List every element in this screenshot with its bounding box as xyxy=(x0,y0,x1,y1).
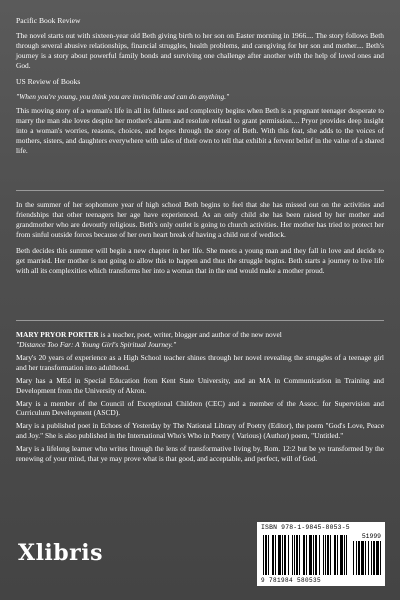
bio-intro-text: is a teacher, poet, writer, blogger and author of the new novel xyxy=(98,330,282,339)
bio-paragraph: Mary's 20 years of experience as a High School teacher shines through her novel revealing the struggles of a teenage girl and her transformation into adulthood. xyxy=(16,352,384,372)
review-quote: "When you're young, you think you are invincible and can do anything." xyxy=(16,92,230,102)
section-divider xyxy=(16,320,384,321)
synopsis-paragraph: In the summer of her sophomore year of high school Beth begins to feel that she has missed out on the activities and friendships that other teenagers her age have experienced. As an only child she has been raised by her mother and grandmother who are devoutly religious. Beth's only outlet is going to church activities. Her mother has tried to protect her from sinful outside forces because of her own heart break of having a child out of wedlock. xyxy=(16,200,384,239)
barcode-addon-bars xyxy=(353,541,381,575)
reviews-section xyxy=(16,16,384,160)
review-source-pacific: Pacific Book Review xyxy=(16,16,81,25)
review-text-usrob: This moving story of a woman's life in all its fullness and complexity begins when Beth is a pregnant teenager desperate to marry the man she loves despite her mother's alarm and resolute refusal to grant permission.... Pryor provides deep insight into a woman's worries, reasons, choices, and hopes through the story of Beth. With this feat, she adds to the voices of mothers, sisters, and daughters everywhere with tales of their own to tell that exhibit a fervent belief in the value of a shared life. xyxy=(16,105,384,155)
review-text-pacific: The novel starts out with sixteen-year old Beth giving birth to her son on Easter morning in 1966.... The story follows Beth through several abusive relationships, financial struggles, health problems, and caregiving for her son and mother.... Beth's journey is a story about powerful family bonds and surviving one challenge after another with the help of loved ones and God. xyxy=(16,31,384,70)
bio-paragraph: Mary is a lifelong learner who writes through the lens of transformative living by, Rom. 12:2 but be ye transformed by the renewing of your mind, that ye may prove what is that good, and acceptable, and perfect, will of God. xyxy=(16,444,384,464)
publisher-logo: Xlibris xyxy=(18,540,104,566)
barcode-bars xyxy=(263,535,347,575)
price-code: 51999 xyxy=(361,533,381,540)
review-source-usrob: US Review of Books xyxy=(16,76,81,86)
barcode-digits: 9 781984 580535 xyxy=(261,577,322,584)
novel-title: "Distance Too Far: A Young Girl's Spiritual Journey." xyxy=(16,339,177,349)
isbn-barcode xyxy=(257,522,385,586)
bio-paragraph: Mary is a member of the Council of Exceptional Children (CEC) and a member of the Assoc. for Supervision and Curriculum Development (ASCD). xyxy=(16,398,384,418)
bio-intro xyxy=(16,330,384,350)
section-divider xyxy=(16,190,384,191)
bio-paragraph: Mary is a published poet in Echoes of Yesterday by The National Library of Poetry (Editor), the poem "God's Love, Peace and Joy." She is also published in the International Who's Who in Poetry ( Various) (Author) poem, "Untitled." xyxy=(16,421,384,441)
author-bio-section xyxy=(16,330,384,467)
synopsis-section xyxy=(16,200,384,279)
isbn-label: ISBN 978-1-9845-8053-5 xyxy=(261,524,350,531)
bio-paragraph: Mary has a MEd in Special Education from Kent State University, and an MA in Communication in Training and Development from the University of Akron. xyxy=(16,375,384,395)
synopsis-paragraph: Beth decides this summer will begin a new chapter in her life. She meets a young man and they fall in love and decide to get married. Her mother is not going to allow this to happen and thus the struggle begins. Beth starts a journey to live life with all its complexities which transforms her into a woman that in the end would make a mother proud. xyxy=(16,245,384,275)
author-name: MARY PRYOR PORTER xyxy=(16,330,99,339)
